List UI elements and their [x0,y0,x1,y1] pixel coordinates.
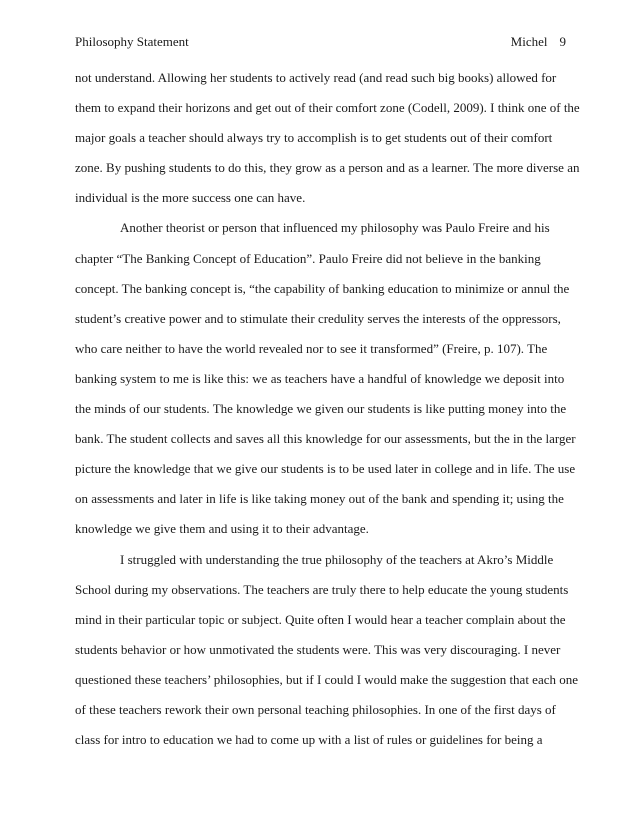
text-line: who care neither to have the world revealed nor to see it transformed” (Freire, p. 107). The [75,340,548,356]
text-line: not understand. Allowing her students to actively read (and read such big books) allowed for [75,70,557,85]
text-line: I struggled with understanding the true philosophy of the teachers at Akro’s Middle [120,551,554,567]
text-line: concept. The banking concept is, “the capability of banking education to minimize or annul the [75,280,570,296]
text-line: banking system to me is like this: we as teachers have a handful of knowledge we deposit into [75,370,565,386]
text-line: them to expand their horizons and get out of their comfort zone (Codell, 2009). I think one of the [75,100,580,116]
text-line: the minds of our students. The knowledge we given our students is like putting money into the [75,401,567,417]
text-line: School during my observations. The teachers are truly there to help educate the young students [75,581,569,597]
text-line: student’s creative power and to stimulate their credulity serves the interests of the oppressors, [75,310,561,326]
text-line: questioned these teachers’ philosophies, but if I could I would make the suggestion that each one [75,671,579,687]
text-line: of these teachers rework their own personal teaching philosophies. In one of the first days of [75,701,556,717]
text-line: zone. By pushing students to do this, they grow as a person and as a learner. The more diverse an [75,160,580,176]
text-line: Another theorist or person that influenced my philosophy was Paulo Freire and his [120,220,550,236]
document-body [75,70,580,762]
text-line: mind in their particular topic or subject. Quite often I would hear a teacher complain about the [75,611,566,627]
running-head-title: Philosophy Statement [75,34,189,49]
text-line: bank. The student collects and saves all this knowledge for our assessments, but the in the larger [75,431,576,447]
text-line: major goals a teacher should always try to accomplish is to get students out of their comfort [75,130,553,146]
page-number: 9 [559,34,566,49]
text-line: chapter “The Banking Concept of Education”. Paulo Freire did not believe in the banking [75,250,541,266]
text-line: individual is the more success one can have. [75,190,306,206]
text-line: picture the knowledge that we give our students is to be used later in college and in life. The use [75,461,576,477]
text-line: knowledge we give them and using it to their advantage. [75,521,369,537]
author-name: Michel [510,34,548,49]
text-line: students behavior or how unmotivated the students were. This was very discouraging. I never [75,641,561,657]
text-line: class for intro to education we had to come up with a list of rules or guidelines for being a [75,732,543,748]
running-head-right [511,34,566,50]
text-line: on assessments and later in life is like taking money out of the bank and spending it; using the [75,491,564,507]
